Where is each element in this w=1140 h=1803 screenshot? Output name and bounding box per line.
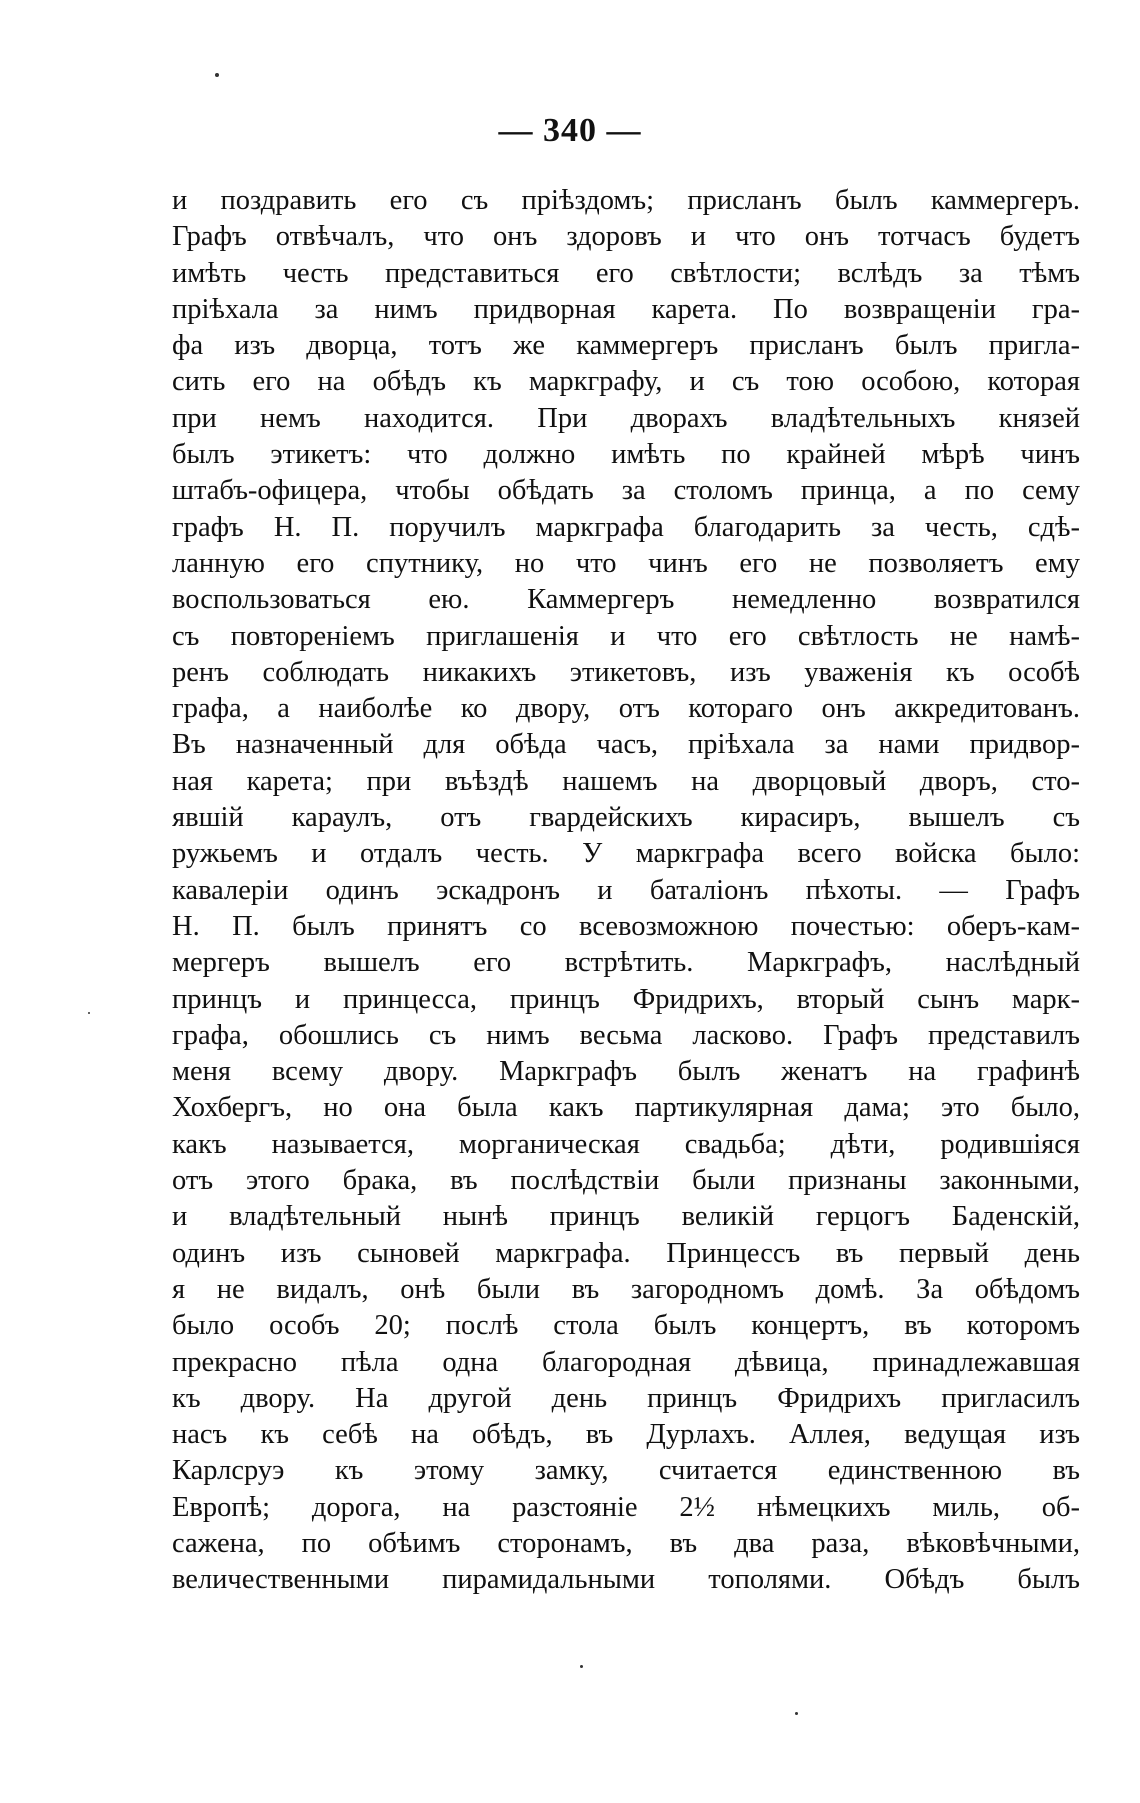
text-line: какъ называется, морганическая свадьба; дѣти, родившіяся [172, 1128, 1080, 1160]
text-line: сить его на обѣдъ къ маркграфу, и съ тою особою, которая [172, 366, 1080, 398]
text-line: Графъ отвѣчалъ, что онъ здоровъ и что онъ тотчасъ будетъ [172, 221, 1080, 253]
scan-speck [88, 1012, 90, 1014]
text-line: имѣть честь представиться его свѣтлости; вслѣдъ за тѣмъ [172, 257, 1080, 289]
text-line: было особъ 20; послѣ стола былъ концертъ, въ которомъ [172, 1310, 1080, 1342]
text-line: Въ назначенный для обѣда часъ, пріѣхала за нами придвор- [172, 729, 1080, 761]
text-line: и владѣтельный нынѣ принцъ великій герцогъ Баденскій, [172, 1201, 1080, 1233]
text-line: съ повтореніемъ приглашенія и что его свѣтлость не намѣ- [172, 620, 1080, 652]
text-line: былъ этикетъ: что должно имѣть по крайней мѣрѣ чинъ [172, 439, 1080, 471]
text-line: сажена, по обѣимъ сторонамъ, въ два раза, вѣковѣчными, [172, 1527, 1080, 1559]
text-line: величественными пирамидальными тополями. Обѣдъ былъ [172, 1564, 1080, 1596]
text-line: штабъ-офицера, чтобы обѣдать за столомъ принца, а по сему [172, 475, 1080, 507]
text-line: графа, обошлись съ нимъ весьма ласково. Графъ представилъ [172, 1019, 1080, 1051]
text-line: принцъ и принцесса, принцъ Фридрихъ, вторый сынъ марк- [172, 983, 1080, 1015]
page-number: — 340 — [498, 112, 642, 149]
scan-speck [215, 73, 219, 77]
text-line: и поздравить его съ пріѣздомъ; присланъ былъ каммергеръ. [172, 185, 1080, 216]
text-line: ренъ соблюдать никакихъ этикетовъ, изъ уваженія къ особѣ [172, 656, 1080, 688]
text-line: фа изъ дворца, тотъ же каммергеръ присланъ былъ пригла- [172, 330, 1080, 362]
text-line: явшій караулъ, отъ гвардейскихъ кирасиръ, вышелъ съ [172, 802, 1080, 834]
scan-speck [795, 1712, 798, 1715]
text-line: Карлсруэ къ этому замку, считается единственною въ [172, 1455, 1080, 1487]
text-line: мергеръ вышелъ его встрѣтить. Маркграфъ, наслѣдный [172, 947, 1080, 979]
text-line: меня всему двору. Маркграфъ былъ женатъ на графинѣ [172, 1056, 1080, 1088]
text-line: при немъ находится. При дворахъ владѣтельныхъ князей [172, 402, 1080, 434]
text-line: я не видалъ, онѣ были въ загородномъ домѣ. За обѣдомъ [172, 1273, 1080, 1305]
text-line: Хохбергъ, но она была какъ партикулярная дама; это было, [172, 1092, 1080, 1124]
body-text [172, 183, 1080, 1599]
text-line: отъ этого брака, въ послѣдствіи были признаны законными, [172, 1165, 1080, 1197]
text-line: одинъ изъ сыновей маркграфа. Принцессъ въ первый день [172, 1237, 1080, 1269]
scan-speck [580, 1665, 583, 1668]
text-line: воспользоваться ею. Каммергеръ немедленно возвратился [172, 584, 1080, 616]
text-line: Н. П. былъ принятъ со всевозможною почестью: оберъ-кам- [172, 910, 1080, 942]
text-line: графъ Н. П. поручилъ маркграфа благодарить за честь, сдѣ- [172, 511, 1080, 543]
text-line: къ двору. На другой день принцъ Фридрихъ пригласилъ [172, 1382, 1080, 1414]
text-line: кавалеріи одинъ эскадронъ и баталіонъ пѣхоты. — Графъ [172, 874, 1080, 906]
text-line: ружьемъ и отдалъ честь. У маркграфа всего войска было: [172, 838, 1080, 870]
text-line: Европѣ; дорога, на разстояніе 2½ нѣмецкихъ миль, об- [172, 1491, 1080, 1523]
text-line: насъ къ себѣ на обѣдъ, въ Дурлахъ. Аллея, ведущая изъ [172, 1419, 1080, 1451]
text-line: пріѣхала за нимъ придворная карета. По возвращеніи гра- [172, 293, 1080, 325]
text-line: графа, а наиболѣе ко двору, отъ котораго онъ аккредитованъ. [172, 693, 1080, 725]
text-line: ная карета; при въѣздѣ нашемъ на дворцовый дворъ, сто- [172, 765, 1080, 797]
text-line: прекрасно пѣла одна благородная дѣвица, принадлежавшая [172, 1346, 1080, 1378]
text-line: ланную его спутнику, но что чинъ его не позволяетъ ему [172, 547, 1080, 579]
